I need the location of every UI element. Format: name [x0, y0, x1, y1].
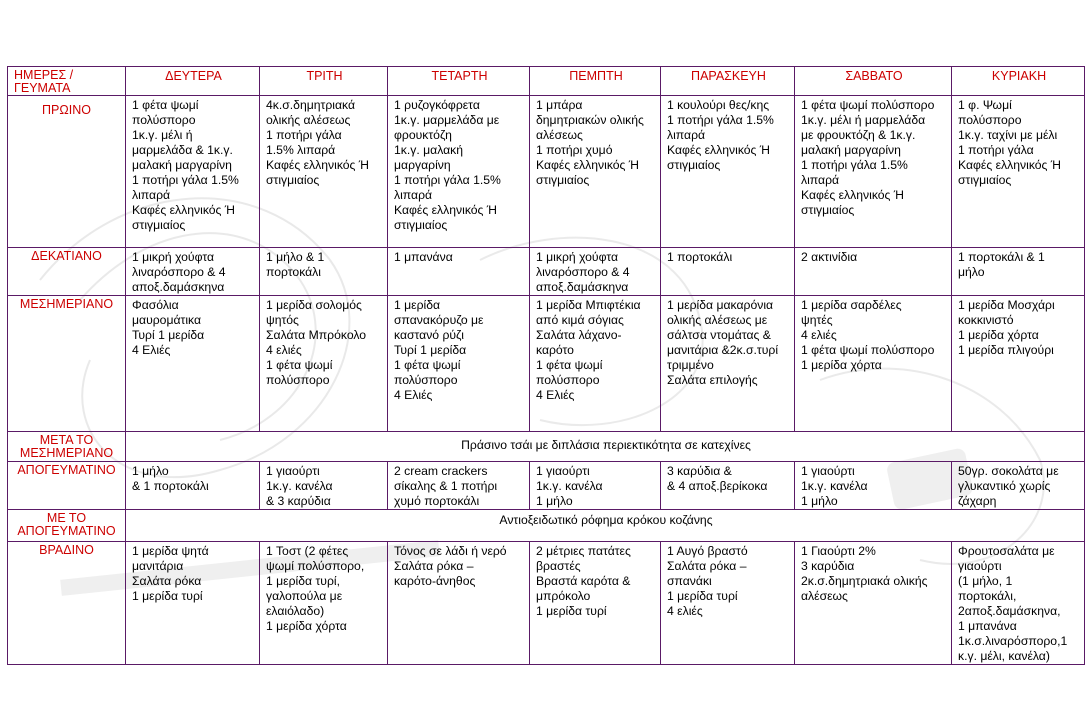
table-row-with-afternoon — [8, 510, 1085, 542]
table-cell: 1 πορτοκάλι & 1 μήλο — [952, 248, 1085, 296]
table-cell: Φασόλια μαυρομάτικα Τυρί 1 μερίδα 4 Ελιές — [126, 296, 260, 432]
table-cell: 2 ακτινίδια — [795, 248, 952, 296]
table-cell: 1 μερίδα σπανακόρυζο με καστανό ρύζι Τυρί 1 μερίδα 1 φέτα ψωμί πολύσπορο 4 Ελιές — [388, 296, 530, 432]
meal-label-afternoon: ΑΠΟΓΕΥΜΑΤΙΝΟ — [8, 462, 126, 510]
table-row-afternoon — [8, 462, 1085, 510]
day-header-monday: ΔΕΥΤΕΡΑ — [126, 67, 260, 96]
table-cell: 1 μερίδα σολομός ψητός Σαλάτα Μπρόκολο 4 ελιές 1 φέτα ψωμί πολύσπορο — [260, 296, 388, 432]
table-cell: 1 μερίδα Μοσχάρι κοκκινιστό 1 μερίδα χόρτα 1 μερίδα πλιγούρι — [952, 296, 1085, 432]
day-header-thursday: ΠΕΜΠΤΗ — [530, 67, 661, 96]
table-cell: 4κ.σ.δημητριακά ολικής αλέσεως 1 ποτήρι γάλα 1.5% λιπαρά Καφές ελληνικός Ή στιγμιαίος — [260, 96, 388, 248]
table-cell: 1 μήλο & 1 πορτοκάλι — [126, 462, 260, 510]
weekly-meal-plan-table — [7, 66, 1085, 665]
after-lunch-note: Πράσινο τσάι με διπλάσια περιεκτικότητα σε κατεχίνες — [126, 432, 1085, 462]
table-cell: 1 πορτοκάλι — [661, 248, 795, 296]
table-cell: 3 καρύδια & & 4 αποξ.βερίκοκα — [661, 462, 795, 510]
table-row-breakfast — [8, 96, 1085, 248]
header-row — [8, 67, 1085, 96]
day-header-friday: ΠΑΡΑΣΚΕΥΗ — [661, 67, 795, 96]
table-cell: 50γρ. σοκολάτα με γλυκαντικό χωρίς ζάχαρη — [952, 462, 1085, 510]
table-cell: 1 φέτα ψωμί πολύσπορο 1κ.γ. μέλι ή μαρμελάδα με φρουκτόζη & 1κ.γ. μαλακή μαργαρίνη 1 ποτήρι γάλα 1.5% λιπαρά Καφές ελληνικός Ή στιγμιαίος — [795, 96, 952, 248]
with-afternoon-note: Αντιοξειδωτικό ρόφημα κρόκου κοζάνης — [126, 510, 1085, 542]
table-cell: 1 μήλο & 1 πορτοκάλι — [260, 248, 388, 296]
table-cell: 1 γιαούρτι 1κ.γ. κανέλα 1 μήλο — [795, 462, 952, 510]
table-cell: 1 γιαούρτι 1κ.γ. κανέλα & 3 καρύδια — [260, 462, 388, 510]
table-cell: 2 cream crackers σίκαλης & 1 ποτήρι χυμό πορτοκάλι — [388, 462, 530, 510]
meal-label-breakfast: ΠΡΩΙΝΟ — [8, 96, 126, 248]
corner-header: ΗΜΕΡΕΣ / ΓΕΥΜΑΤΑ — [8, 67, 126, 96]
day-header-saturday: ΣΑΒΒΑΤΟ — [795, 67, 952, 96]
table-cell: 1 μπάρα δημητριακών ολικής αλέσεως 1 ποτήρι χυμό Καφές ελληνικός Ή στιγμιαίος — [530, 96, 661, 248]
table-cell: 2 μέτριες πατάτες βραστές Βραστά καρότα & μπρόκολο 1 μερίδα τυρί — [530, 542, 661, 665]
table-cell: 1 μερίδα μακαρόνια ολικής αλέσεως με σάλτσα ντομάτας & μανιτάρια &2κ.σ.τυρί τριμμένο Σαλάτα επιλογής — [661, 296, 795, 432]
table-cell: 1 μερίδα σαρδέλες ψητές 4 ελιές 1 φέτα ψωμί πολύσπορο 1 μερίδα χόρτα — [795, 296, 952, 432]
day-header-tuesday: ΤΡΙΤΗ — [260, 67, 388, 96]
table-row-after-lunch — [8, 432, 1085, 462]
table-cell: 1 κουλούρι θες/κης 1 ποτήρι γάλα 1.5% λιπαρά Καφές ελληνικός Ή στιγμιαίος — [661, 96, 795, 248]
meal-label-dinner: ΒΡΑΔΙΝΟ — [8, 542, 126, 665]
meal-label-after-lunch: ΜΕΤΑ ΤΟ ΜΕΣΗΜΕΡΙΑΝΟ — [8, 432, 126, 462]
meal-label-lunch: ΜΕΣΗΜΕΡΙΑΝΟ — [8, 296, 126, 432]
table-cell: 1 Τοστ (2 φέτες ψωμί πολύσπορο, 1 μερίδα τυρί, γαλοπούλα με ελαιόλαδο) 1 μερίδα χόρτα — [260, 542, 388, 665]
table-cell: 1 μερίδα ψητά μανιτάρια Σαλάτα ρόκα 1 μερίδα τυρί — [126, 542, 260, 665]
table-cell: 1 μικρή χούφτα λιναρόσπορο & 4 αποξ.δαμάσκηνα — [530, 248, 661, 296]
table-cell: Φρουτοσαλάτα με γιαούρτι (1 μήλο, 1 πορτοκάλι, 2αποξ.δαμάσκηνα, 1 μπανάνα 1κ.σ.λιναρόσπορο,1 κ.γ. μέλι, κανέλα) — [952, 542, 1085, 665]
table-cell: 1 Γιαούρτι 2% 3 καρύδια 2κ.σ.δημητριακά ολικής αλέσεως — [795, 542, 952, 665]
table-cell: 1 μερίδα Μπιφτέκια από κιμά σόγιας Σαλάτα λάχανο- καρότο 1 φέτα ψωμί πολύσπορο 4 Ελιές — [530, 296, 661, 432]
table-row-midmorning — [8, 248, 1085, 296]
table-cell: 1 φ. Ψωμί πολύσπορο 1κ.γ. ταχίνι με μέλι 1 ποτήρι γάλα Καφές ελληνικός Ή στιγμιαίος — [952, 96, 1085, 248]
meal-label-midmorning: ΔΕΚΑΤΙΑΝΟ — [8, 248, 126, 296]
table-cell: 1 μπανάνα — [388, 248, 530, 296]
table-cell: 1 φέτα ψωμί πολύσπορο 1κ.γ. μέλι ή μαρμελάδα & 1κ.γ. μαλακή μαργαρίνη 1 ποτήρι γάλα 1.5% λιπαρά Καφές ελληνικός Ή στιγμιαίος — [126, 96, 260, 248]
table-cell: 1 ρυζογκόφρετα 1κ.γ. μαρμελάδα με φρουκτόζη 1κ.γ. μαλακή μαργαρίνη 1 ποτήρι γάλα 1.5% λιπαρά Καφές ελληνικός Ή στιγμιαίος — [388, 96, 530, 248]
table-cell: 1 μικρή χούφτα λιναρόσπορο & 4 αποξ.δαμάσκηνα — [126, 248, 260, 296]
meal-label-with-afternoon: ΜΕ ΤΟ ΑΠΟΓΕΥΜΑΤΙΝΟ — [8, 510, 126, 542]
table-row-dinner — [8, 542, 1085, 665]
table-cell: 1 γιαούρτι 1κ.γ. κανέλα 1 μήλο — [530, 462, 661, 510]
table-cell: 1 Αυγό βραστό Σαλάτα ρόκα – σπανάκι 1 μερίδα τυρί 4 ελιές — [661, 542, 795, 665]
day-header-sunday: ΚΥΡΙΑΚΗ — [952, 67, 1085, 96]
table-row-lunch — [8, 296, 1085, 432]
day-header-wednesday: ΤΕΤΑΡΤΗ — [388, 67, 530, 96]
table-cell: Τόνος σε λάδι ή νερό Σαλάτα ρόκα – καρότο-άνηθος — [388, 542, 530, 665]
